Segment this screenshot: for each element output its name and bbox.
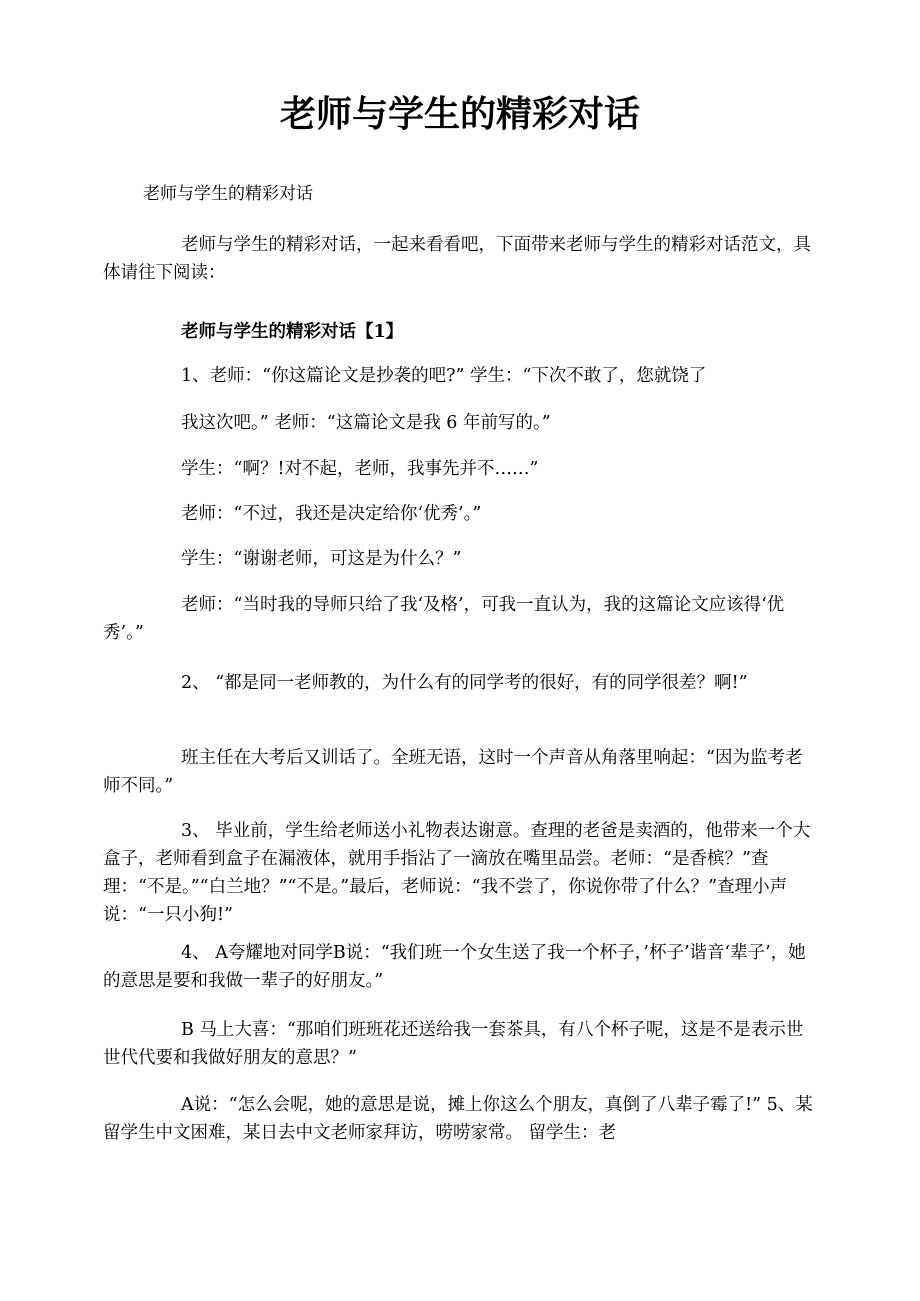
document-title: 老师与学生的精彩对话: [279, 93, 640, 135]
dialogue-line: 1、老师：“你这篇论文是抄袭的吧?” 学生：“下次不敢了，您就饶了: [181, 366, 707, 386]
section-heading: 老师与学生的精彩对话【1】: [181, 322, 404, 342]
dialogue-line: 学生：“啊？!对不起，老师，我事先并不……”: [181, 459, 539, 479]
dialogue-line: 我这次吧。” 老师：“这篇论文是我 6 年前写的。”: [181, 413, 551, 433]
intro-paragraph: 老师与学生的精彩对话，一起来看看吧，下面带来老师与学生的精彩对话范文，具体请往下阅读：: [103, 235, 811, 283]
document-subtitle: 老师与学生的精彩对话: [143, 184, 313, 204]
body-paragraph: 老师：“当时我的导师只给了我‘及格’，可我一直认为，我的这篇论文应该得‘优秀’。”: [103, 595, 785, 643]
body-paragraph: 班主任在大考后又训话了。全班无语，这时一个声音从角落里响起：“因为监考老师不同。”: [103, 748, 803, 796]
body-paragraph: 4、 A夸耀地对同学B说：“我们班一个女生送了我一个杯子，’杯子’谐音‘辈子’，她的意思是要和我做一辈子的好朋友。”: [103, 943, 806, 991]
body-paragraph: B 马上大喜：“那咱们班班花还送给我一套茶具，有八个杯子呢，这是不是表示世世代代要和我做好朋友的意思？”: [103, 1020, 804, 1068]
body-paragraph: A说：“怎么会呢，她的意思是说，摊上你这么个朋友，真倒了八辈子霉了!” 5、某留学生中文困难，某日去中文老师家拜访，唠唠家常。 留学生：老: [103, 1095, 813, 1143]
body-paragraph: 3、 毕业前，学生给老师送小礼物表达谢意。查理的老爸是卖酒的，他带来一个大盒子，老师看到盒子在漏液体，就用手指沾了一滴放在嘴里品尝。老师：“是香槟？”查理：“不是。”“白兰地？”“不是。”最后，老师说：“我不尝了，你说你带了什么？”查理小声说：“一只小狗!”: [103, 821, 811, 925]
dialogue-line: 老师：“不过，我还是决定给你‘优秀’。”: [181, 504, 482, 524]
dialogue-line: 学生：“谢谢老师，可这是为什么？”: [181, 549, 462, 569]
body-paragraph: 2、 “都是同一老师教的，为什么有的同学考的很好，有的同学很差？啊!”: [181, 673, 748, 693]
